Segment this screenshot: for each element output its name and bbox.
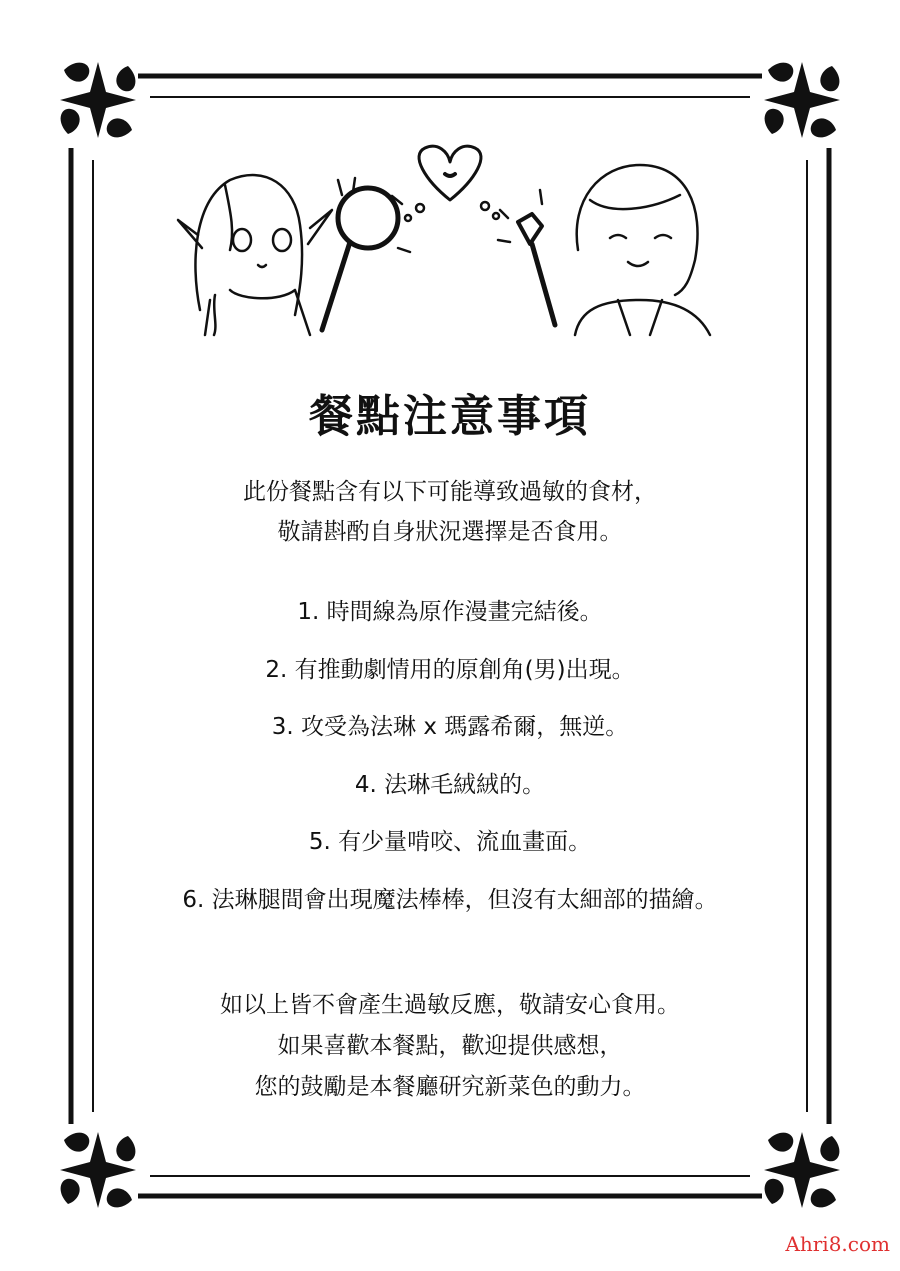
- notice-list: [0, 594, 900, 939]
- staff-icon: [322, 188, 398, 330]
- list-item: 2. 有推動劇情用的原創角(男)出現。: [265, 656, 635, 683]
- page-title: 餐點注意事項: [309, 391, 591, 442]
- outro-line: 您的鼓勵是本餐廳研究新菜色的動力。: [254, 1074, 646, 1100]
- list-item: 5. 有少量啃咬、流血畫面。: [308, 829, 592, 855]
- heart-icon: [419, 146, 481, 200]
- outro-line: 如以上皆不會產生過敏反應，敬請安心食用。: [220, 992, 680, 1018]
- list-item: 3. 攻受為法琳 x 瑪露希爾，無逆。: [271, 714, 629, 740]
- intro-line: 此份餐點含有以下可能導致過敏的食材，: [243, 479, 657, 505]
- intro-line: 敬請斟酌自身狀況選擇是否食用。: [277, 519, 623, 545]
- ornament-corner-icon: [764, 1132, 840, 1208]
- list-item: 4. 法琳毛絨絨的。: [354, 771, 546, 798]
- outro-paragraph: [0, 985, 900, 1108]
- list-item: 1. 時間線為原作漫畫完結後。: [297, 599, 603, 625]
- character-illustration: [170, 140, 730, 340]
- intro-paragraph: [0, 472, 900, 552]
- ornament-corner-icon: [764, 62, 840, 138]
- ornament-corner-icon: [60, 62, 136, 138]
- list-item: 6. 法琳腿間會出現魔法棒棒，但沒有太細部的描繪。: [182, 886, 718, 913]
- watermark: Ahri8.com: [785, 1232, 890, 1256]
- lantern-staff-icon: [518, 214, 555, 325]
- outro-line: 如果喜歡本餐點，歡迎提供感想，: [277, 1033, 623, 1059]
- elf-character: [178, 175, 332, 335]
- girl-character: [575, 165, 710, 335]
- ornament-corner-icon: [60, 1132, 136, 1208]
